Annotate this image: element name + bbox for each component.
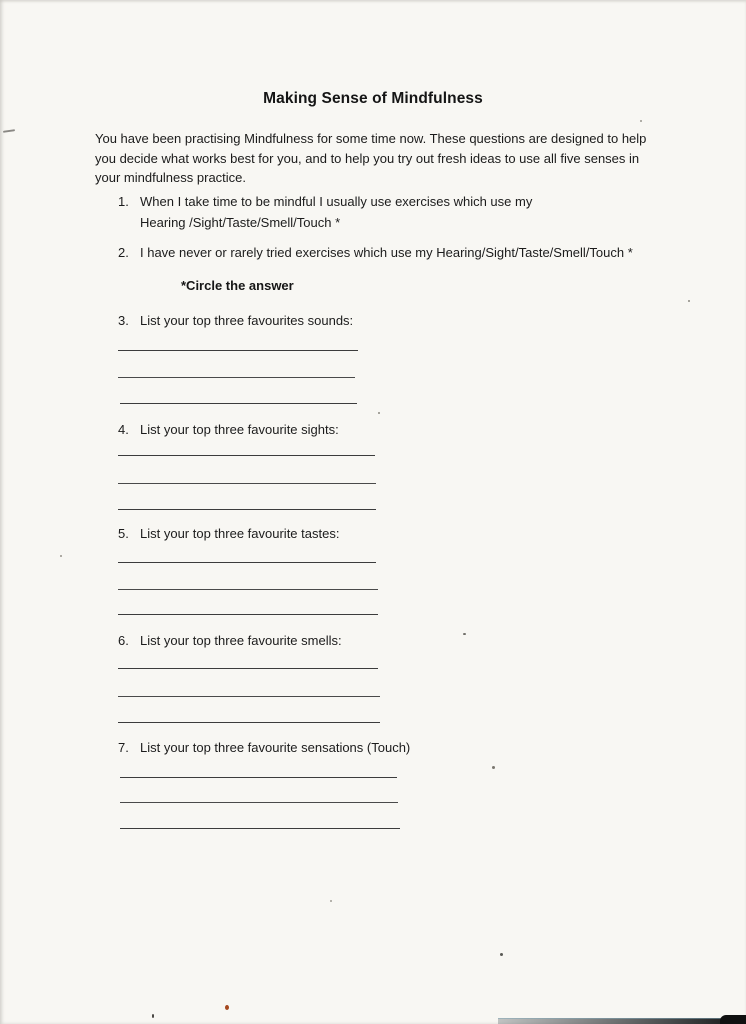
scan-speck bbox=[688, 300, 690, 302]
question-7-text: List your top three favourite sensations (Touch) bbox=[140, 740, 411, 755]
scan-speck bbox=[152, 1014, 154, 1018]
question-5-number: 5. bbox=[118, 526, 129, 541]
question-3-number: 3. bbox=[118, 313, 129, 328]
question-4 bbox=[118, 420, 339, 440]
question-2-number: 2. bbox=[118, 245, 129, 260]
question-5-text: List your top three favourite tastes: bbox=[140, 526, 340, 541]
question-6-number: 6. bbox=[118, 633, 129, 648]
circle-answer-note: *Circle the answer bbox=[181, 278, 294, 293]
intro-paragraph: You have been practising Mindfulness for some time now. These questions are designed to help you decide what works best for you, and to help you try out fresh ideas to use all five senses in your mindfulness practice. bbox=[95, 131, 647, 185]
question-7-number: 7. bbox=[118, 740, 129, 755]
question-4-text: List your top three favourite sights: bbox=[140, 422, 339, 437]
scan-speck bbox=[463, 633, 466, 635]
answer-line bbox=[120, 802, 398, 803]
answer-line bbox=[118, 668, 378, 669]
answer-line bbox=[120, 403, 357, 404]
answer-line bbox=[118, 483, 376, 484]
scan-speck bbox=[492, 766, 495, 769]
scan-speck bbox=[60, 555, 62, 557]
scan-speck bbox=[330, 900, 332, 902]
scan-speck bbox=[500, 953, 503, 956]
answer-line bbox=[118, 377, 355, 378]
scan-speck bbox=[640, 120, 642, 122]
question-1-text-line2: Hearing /Sight/Taste/Smell/Touch * bbox=[140, 215, 341, 230]
question-7 bbox=[118, 738, 410, 758]
question-3 bbox=[118, 311, 353, 331]
scan-speck bbox=[225, 1005, 229, 1010]
answer-line bbox=[120, 777, 397, 778]
question-1-text: When I take time to be mindful I usually use exercises which use my bbox=[140, 194, 533, 209]
question-2-text: I have never or rarely tried exercises which use my Hearing/Sight/Taste/Smell/Touch * bbox=[140, 245, 633, 260]
answer-line bbox=[120, 828, 400, 829]
answer-line bbox=[118, 614, 378, 615]
question-1-number: 1. bbox=[118, 194, 129, 209]
answer-line bbox=[118, 509, 376, 510]
question-4-number: 4. bbox=[118, 422, 129, 437]
document-title: Making Sense of Mindfulness bbox=[263, 90, 483, 107]
answer-line bbox=[118, 589, 378, 590]
answer-line bbox=[118, 562, 376, 563]
answer-line bbox=[118, 455, 375, 456]
scan-edge-artifact bbox=[498, 1018, 746, 1024]
answer-line bbox=[118, 350, 358, 351]
scan-corner-artifact bbox=[720, 1015, 746, 1024]
question-6 bbox=[118, 631, 342, 651]
scan-dash-artifact bbox=[3, 129, 15, 133]
question-6-text: List your top three favourite smells: bbox=[140, 633, 342, 648]
answer-line bbox=[118, 722, 380, 723]
question-2 bbox=[118, 243, 633, 263]
question-5 bbox=[118, 524, 339, 544]
question-1 bbox=[118, 192, 532, 212]
answer-line bbox=[118, 696, 380, 697]
scan-speck bbox=[378, 412, 380, 414]
question-3-text: List your top three favourites sounds: bbox=[140, 313, 354, 328]
